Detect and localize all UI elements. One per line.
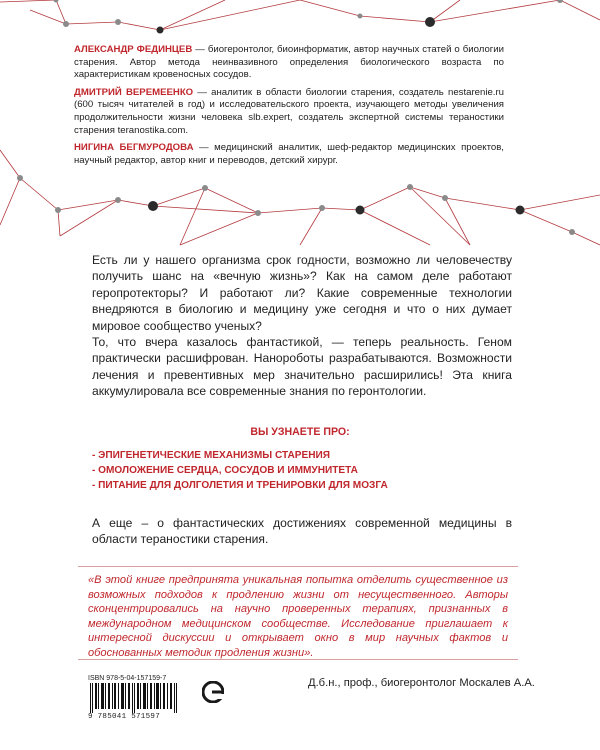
author-name: НИГИНА БЕГМУРОДОВА [74, 142, 194, 154]
quote-box [78, 566, 518, 660]
author-bio: — медицинский аналитик, шеф-редактор медицинских проектов, научный редактор, автор книг и переводов, детский хирург. [74, 142, 504, 166]
learn-heading: ВЫ УЗНАЕТЕ ПРО: [250, 426, 350, 438]
isbn-label: ISBN 978-5-04-157159-7 [88, 675, 167, 682]
description-paragraph-1: Есть ли у нашего организма срок годности, возможно ли человечеству получить шанс на «вечную жизнь»? Как на самом деле работают геропротекторы? И работают ли? Какие современные технологии внедряются в биологию и медицину уже сегодня и что о них думает мировое сообщество ученых? [92, 253, 512, 333]
book-description [92, 252, 512, 400]
author-veremeenko [74, 87, 504, 137]
barcode-block [88, 675, 180, 721]
author-name: ДМИТРИЙ ВЕРЕМЕЕНКО [74, 86, 194, 98]
review-quote: «В этой книге предпринята уникальная попытка отделить существенное из возможных подходов к продлению жизни от несущественного. Авторы сконцентрировались на научно проверенных терапиях, признанных в международном медицинском сообществе. Исследование приглашает к интересной дискуссии и открывает окно в мир научных фактов и обоснованных методик продления жизни». [88, 574, 508, 659]
description-paragraph-2: То, что вчера казалось фантастикой, — теперь реальность. Геном практически расшифрован. Нанороботы разрабатываются. Возможности лечения и превентивных мер значительно расширились! Эта книга аккумулировала все современные знания по геронтологии. [92, 335, 512, 399]
authors-block [74, 44, 504, 172]
author-begmurodova [74, 142, 504, 167]
barcode-digits: 9 785041 571597 [88, 713, 161, 721]
learn-item: - ЭПИГЕНЕТИЧЕСКИЕ МЕХАНИЗМЫ СТАРЕНИЯ [92, 450, 331, 461]
learn-item: - ОМОЛОЖЕНИЕ СЕРДЦА, СОСУДОВ И ИММУНИТЕТА [92, 465, 358, 477]
barcode-icon [88, 683, 180, 713]
extra-paragraph: А еще – о фантастических достижениях современной медицины в области тераностики старения. [92, 516, 512, 547]
author-name: АЛЕКСАНДР ФЕДИНЦЕВ [74, 44, 193, 55]
learn-list [92, 448, 512, 494]
learn-item: - ПИТАНИЕ ДЛЯ ДОЛГОЛЕТИЯ И ТРЕНИРОВКИ ДЛЯ МОЗГА [92, 480, 388, 492]
publisher-logo-icon [202, 681, 224, 703]
author-fedintsev [74, 44, 504, 82]
reviewer-signature: Д.б.н., проф., биогеронтолог Москалев А.А. [308, 677, 535, 689]
author-bio: — биогеронтолог, биоинформатик, автор научных статей о биологии старения. Автор метода неинвазивного определения биологического возраста по характеристикам кровеносных сосудов. [74, 44, 504, 81]
author-bio: — аналитик в области биологии старения, создатель nestarenie.ru (600 тысяч читателей в год) и исследовательского проекта, изучающего методы увеличения продолжительности жизни человека slb.expert, создатель экспертной системы тераностики старения teranostika.com. [74, 86, 504, 136]
